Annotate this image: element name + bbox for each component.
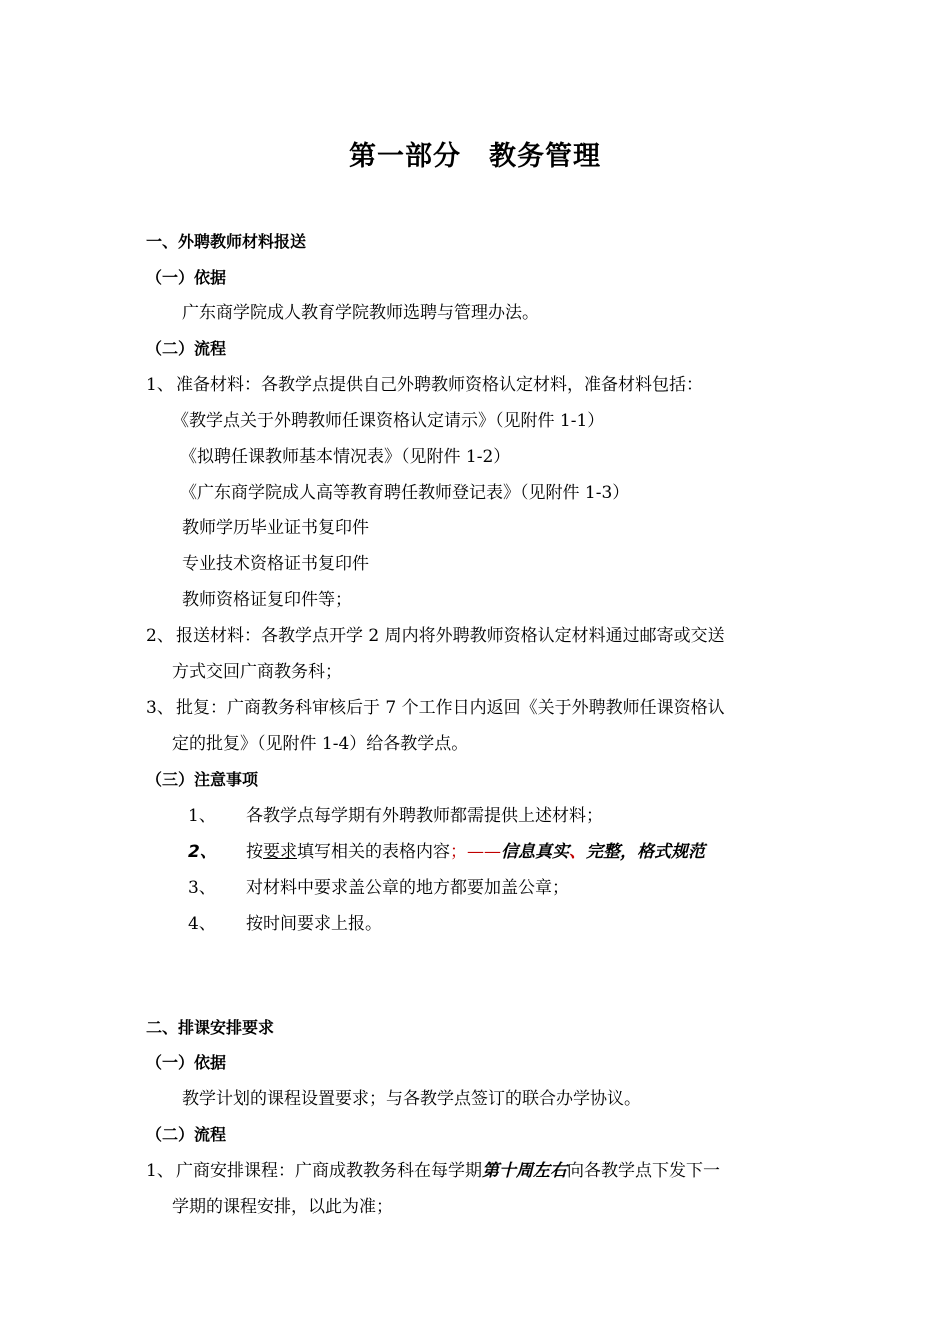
subheading-notes-1: （三）注意事项: [146, 770, 259, 789]
step-3-cont: 定的批复》（见附件 1-4）给各教学点。: [172, 734, 469, 754]
note-2: 2、 按要求填写相关的表格内容；——信息真实、完整，格式规范: [188, 842, 705, 862]
step-2-cont: 方式交回广商教务科；: [172, 662, 342, 682]
subheading-basis-1: （一）依据: [146, 268, 227, 287]
material-item: 教师资格证复印件等；: [182, 590, 352, 610]
subheading-process-2: （二）流程: [146, 1125, 227, 1144]
material-item: 专业技术资格证书复印件: [182, 554, 369, 574]
step-2: 2、 报送材料：各教学点开学 2 周内将外聘教师资格认定材料通过邮寄或交送: [146, 626, 725, 646]
step-1-s2-cont: 学期的课程安排，以此为准；: [172, 1197, 393, 1217]
section-heading-1: 一、外聘教师材料报送: [146, 232, 307, 251]
material-item: 《拟聘任课教师基本情况表》（见附件 1-2）: [180, 447, 511, 467]
subheading-process-1: （二）流程: [146, 339, 227, 358]
section-heading-2: 二、排课安排要求: [146, 1018, 275, 1037]
note-3: 3、 对材料中要求盖公章的地方都要加盖公章；: [188, 878, 569, 898]
basis-text-2: 教学计划的课程设置要求；与各教学点签订的联合办学协议。: [182, 1089, 641, 1109]
step-3: 3、 批复：广商教务科审核后于 7 个工作日内返回《关于外聘教师任课资格认: [146, 698, 725, 718]
subheading-basis-2: （一）依据: [146, 1053, 227, 1072]
material-item: 教师学历毕业证书复印件: [182, 518, 369, 538]
step-1: 1、 准备材料：各教学点提供自己外聘教师资格认定材料，准备材料包括：: [146, 375, 703, 395]
basis-text-1: 广东商学院成人教育学院教师选聘与管理办法。: [182, 303, 539, 323]
step-1-s2: 1、 广商安排课程：广商成教教务科在每学期第十周左右向各教学点下发下一: [146, 1161, 720, 1181]
note-1: 1、 各教学点每学期有外聘教师都需提供上述材料；: [188, 806, 603, 826]
material-item: 《教学点关于外聘教师任课资格认定请示》（见附件 1-1）: [172, 411, 605, 431]
page-title: 第一部分 教务管理: [349, 141, 601, 172]
material-item: 《广东商学院成人高等教育聘任教师登记表》（见附件 1-3）: [180, 483, 630, 503]
note-4: 4、 按时间要求上报。: [188, 914, 382, 934]
